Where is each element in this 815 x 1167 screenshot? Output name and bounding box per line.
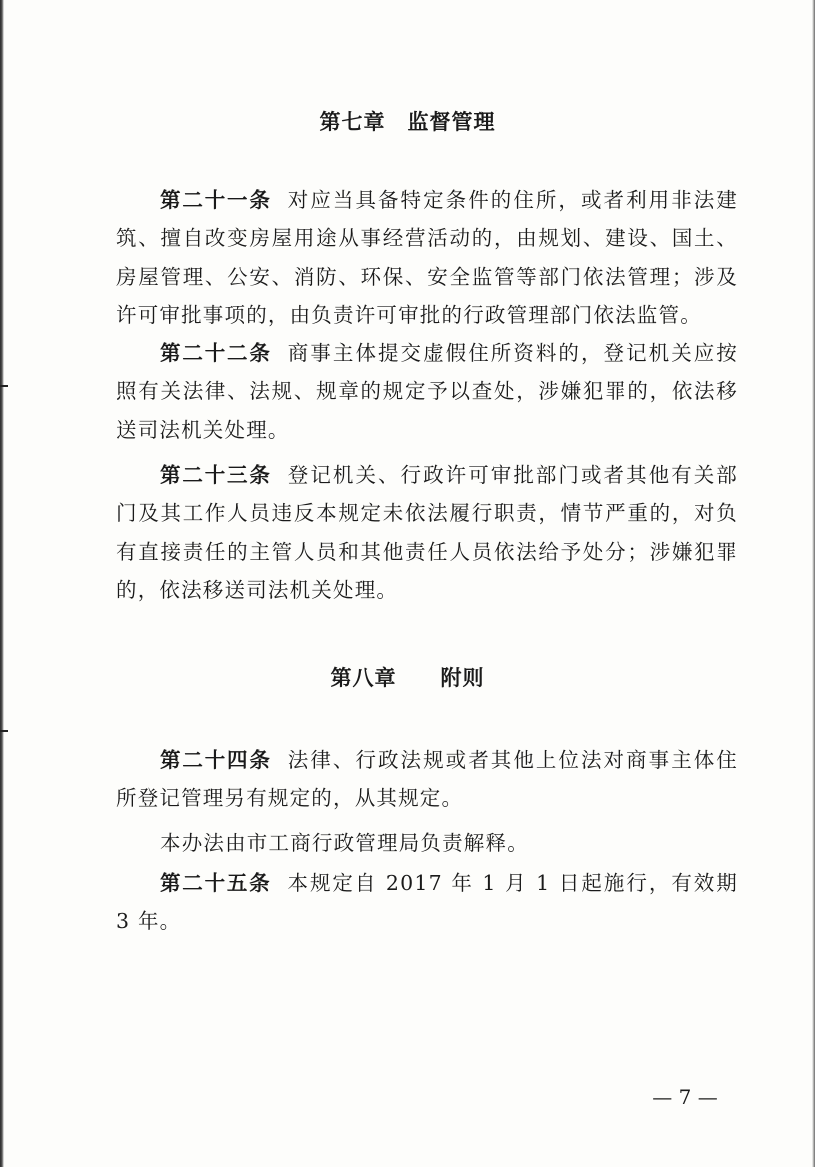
article-text: 登记机关、行政许可审批部门或者其他有关部门及其工作人员违反本规定未依法履行职责，情节严重的，对负有直接责任的主管人员和其他责任人员依法给予处分；涉嫌犯罪的，依法移送司法机关处理。	[116, 463, 739, 602]
article-25	[116, 864, 738, 941]
chapter-8-heading: 第八章 附则	[330, 666, 485, 690]
scan-mark	[0, 385, 8, 387]
article-text: 法律、行政法规或者其他上位法对商事主体住所登记管理另有规定的，从其规定。	[116, 748, 739, 811]
article-label: 第二十四条	[160, 748, 272, 772]
interpretation-clause	[116, 824, 738, 862]
chapter-7-heading: 第七章 监督管理	[319, 110, 496, 134]
scan-edge-left	[0, 0, 4, 1167]
article-label: 第二十五条	[160, 871, 272, 895]
clause-text: 本办法由市工商行政管理局负责解释。	[160, 831, 529, 855]
article-label: 第二十二条	[160, 341, 272, 365]
article-22	[116, 334, 738, 449]
article-23	[116, 456, 738, 609]
article-text: 商事主体提交虚假住所资料的，登记机关应按照有关法律、法规、规章的规定予以查处，涉嫌犯罪的，依法移送司法机关处理。	[116, 341, 739, 442]
page-number: — 7 —	[652, 1085, 718, 1109]
scan-mark	[0, 730, 8, 732]
article-text: 对应当具备特定条件的住所，或者利用非法建筑、擅自改变房屋用途从事经营活动的，由规划、建设、国土、房屋管理、公安、消防、环保、安全监管等部门依法管理；涉及许可审批事项的，由负责许可审批的行政管理部门依法监管。	[116, 188, 739, 327]
article-label: 第二十一条	[160, 188, 272, 212]
article-21	[116, 181, 738, 334]
article-label: 第二十三条	[160, 463, 272, 487]
article-text: 本规定自 2017 年 1 月 1 日起施行，有效期 3 年。	[116, 871, 738, 934]
article-24	[116, 741, 738, 818]
